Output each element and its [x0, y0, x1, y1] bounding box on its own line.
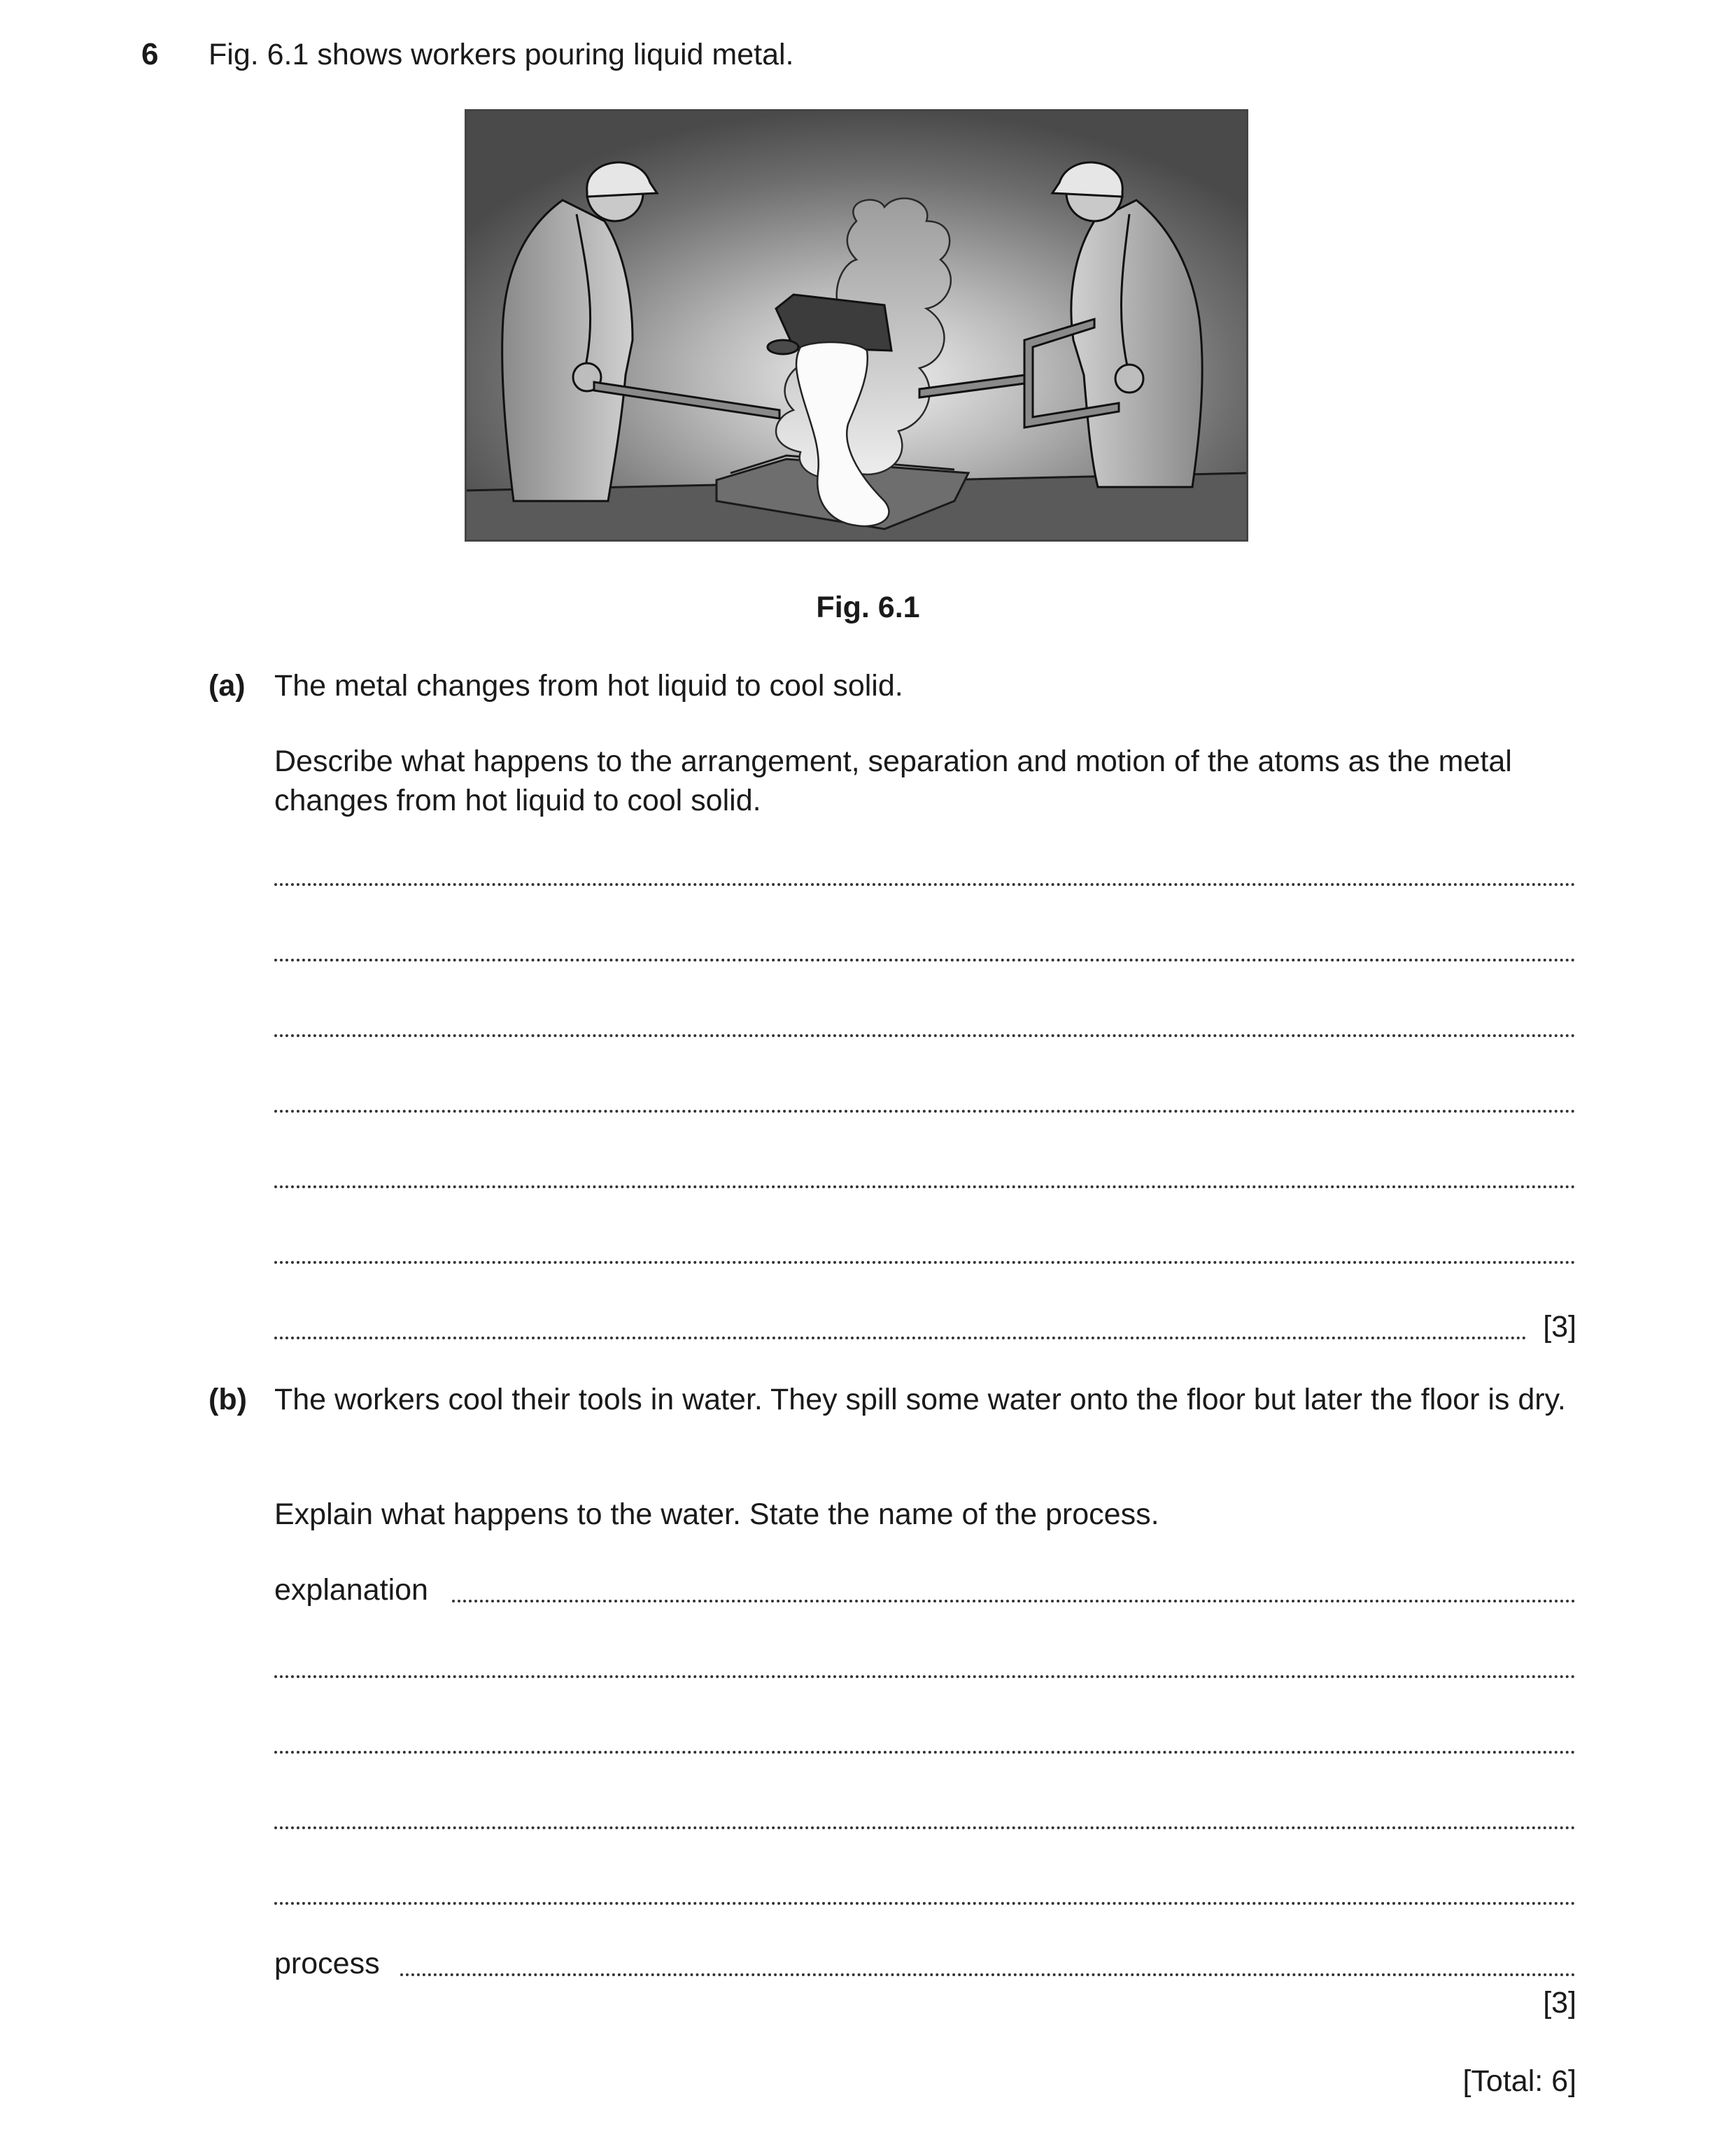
- answer-line[interactable]: [274, 1826, 1576, 1829]
- part-a-statement: The metal changes from hot liquid to cool solid.: [274, 669, 903, 703]
- answer-line[interactable]: [274, 1034, 1576, 1037]
- answer-line[interactable]: [274, 1185, 1576, 1188]
- part-a-mark: [3]: [1543, 1310, 1576, 1344]
- question-number: 6: [141, 37, 159, 71]
- answer-line[interactable]: [274, 1675, 1576, 1678]
- process-answer-line[interactable]: [400, 1973, 1576, 1976]
- answer-line[interactable]: [274, 1751, 1576, 1754]
- explanation-answer-line[interactable]: [452, 1600, 1576, 1602]
- answer-line[interactable]: [274, 959, 1576, 961]
- part-b-label: (b): [209, 1383, 247, 1416]
- part-b-statement: The workers cool their tools in water. They spill some water onto the floor but later the floor is dry.: [274, 1383, 1566, 1416]
- process-label: process: [274, 1947, 380, 1980]
- answer-line[interactable]: [274, 883, 1576, 886]
- question-stem: Fig. 6.1 shows workers pouring liquid metal.: [209, 38, 794, 71]
- figure-workers-pouring-metal: [465, 109, 1248, 542]
- figure-caption: Fig. 6.1: [816, 591, 920, 624]
- part-b-mark: [3]: [1543, 1986, 1576, 2020]
- answer-line[interactable]: [274, 1110, 1576, 1113]
- part-b-instruction: Explain what happens to the water. State the name of the process.: [274, 1498, 1159, 1531]
- part-a-label: (a): [209, 669, 246, 703]
- explanation-label: explanation: [274, 1573, 428, 1607]
- answer-line[interactable]: [274, 1902, 1576, 1905]
- total-marks: [Total: 6]: [1462, 2064, 1576, 2098]
- answer-line[interactable]: [274, 1337, 1527, 1339]
- answer-line[interactable]: [274, 1261, 1576, 1264]
- part-a-instruction: Describe what happens to the arrangement, separation and motion of the atoms as the metal changes from hot liquid to cool solid.: [274, 745, 1512, 817]
